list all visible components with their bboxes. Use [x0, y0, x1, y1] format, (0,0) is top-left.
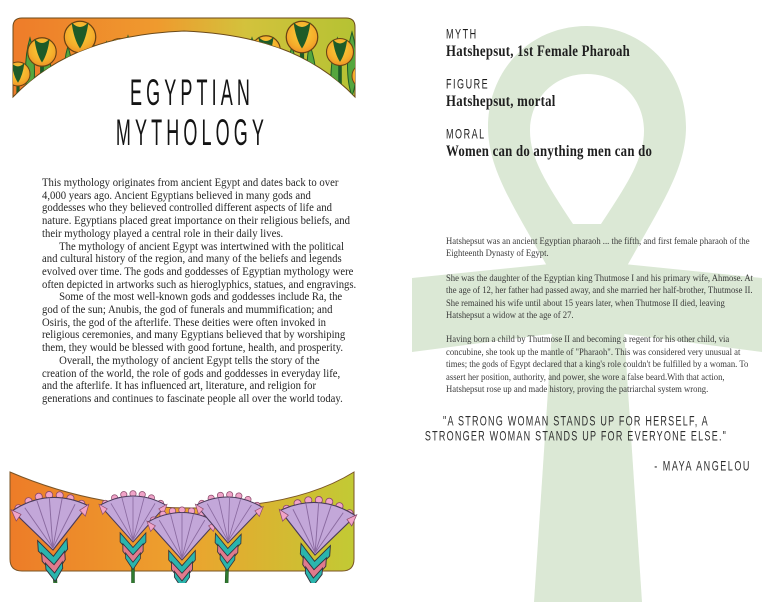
- paragraph: Hatshepsut was an ancient Egyptian pharaoh ... the fifth, and first female pharaoh of the Eighteenth Dynasty of Egypt.: [446, 236, 750, 260]
- myth-value: Hatshepsut, 1st Female Pharoah: [446, 43, 631, 60]
- figure-section: [446, 78, 704, 113]
- moral-section: [446, 128, 704, 163]
- myth-meta: [446, 28, 704, 178]
- paragraph: This mythology originates from ancient Egypt and dates back to over 4,000 years ago. Ancient Egyptians believed in many gods and goddesses who they believed controlled different aspects of life and nature. Egyptians placed great importance on their religious beliefs, and their mythology played a central role in their daily lives.: [42, 177, 350, 240]
- hatshepsut-story: [446, 236, 756, 408]
- quote-line-2: STRONGER WOMAN STANDS UP FOR EVERYONE ELSE.": [424, 428, 728, 445]
- paragraph: The mythology of ancient Egypt was intertwined with the political and cultural history of the region, and many of the beliefs and legends evolved over time. The gods and goddesses of Egyptian mythology were often depicted in artworks such as hieroglyphics, statues, and engravings.: [42, 240, 357, 291]
- figure-label: FIGURE: [446, 76, 490, 93]
- figure-value: Hatshepsut, mortal: [446, 93, 556, 110]
- paragraph: Some of the most well-known gods and goddesses include Ra, the god of the sun; Anubis, the god of funerals and mummification; and Osiris, the god of the afterlife. These deities were often invoked in religious ceremonies, and many Egyptians believed that by worshiping them, they would be blessed with good fortune, health, and prosperity.: [42, 291, 346, 355]
- quote-line-1: "A STRONG WOMAN STANDS UP FOR HERSELF, A: [443, 413, 709, 430]
- quote-attribution: - MAYA ANGELOU: [654, 458, 751, 475]
- myth-section: [446, 28, 704, 63]
- paragraph: Having born a child by Thutmose II and becoming a regent for his other child, via concubine, she took up the mantle of "Pharaoh". This was considered very unusual at times; the gods of Egypt declared that a king's role couldn't be fulfilled by a woman. To assert her position, authority, and power, she wore a false beard.With that action, Hatshepsut rose up and made history, proving the patriarchal system wrong.: [446, 334, 749, 396]
- paragraph: She was the daughter of the Egyptian king Thutmose I and his primary wife, Ahmose. At the age of 12, her father had passed away, and she married her half-brother, Thutmose II. She remained his wife until about 15 years later, when Thutmose II died, leaving Hatshepsut a widow at the age of 27.: [446, 272, 754, 322]
- title-line-2: MYTHOLOGY: [115, 112, 269, 155]
- myth-label: MYTH: [446, 26, 478, 43]
- page-title: [0, 74, 384, 154]
- quote-block: [384, 413, 768, 475]
- intro-text: [42, 177, 356, 406]
- title-line-1: EGYPTIAN: [129, 72, 255, 115]
- moral-label: MORAL: [446, 126, 486, 143]
- right-page: [384, 0, 768, 602]
- lotus-band-ornament: [0, 458, 384, 583]
- paragraph: Overall, the mythology of ancient Egypt tells the story of the creation of the world, the role of gods and goddesses in everyday life, and the afterlife. It has influenced art, literature, and religion for generations and continues to fascinate people all over the world today.: [42, 354, 343, 405]
- moral-value: Women can do anything men can do: [446, 143, 653, 160]
